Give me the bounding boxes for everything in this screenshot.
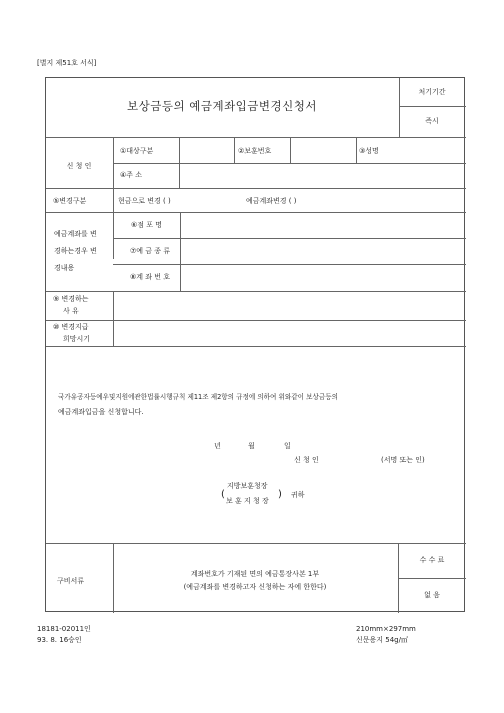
preferred-time-label-2: 희망시기 bbox=[63, 335, 91, 343]
recipient-suffix: 귀하 bbox=[291, 491, 305, 499]
signature-label: 신 청 인 bbox=[294, 456, 319, 464]
documents-line-1: 계좌번호가 기재된 면의 예금통장사본 1부 bbox=[190, 570, 320, 578]
account-change-option: 예금계좌변경 ( ) bbox=[246, 197, 297, 205]
recipient-line-2: 보 훈 지 청 장 bbox=[226, 497, 269, 505]
statement-line-1: 국가유공자등예우및지원에관한법률시행규칙 제11조 제2항의 규정에 의하여 위와같이 보상금등의 bbox=[58, 393, 338, 401]
fee-value: 없 음 bbox=[424, 591, 440, 599]
recipient-paren-close: ) bbox=[278, 489, 282, 500]
documents-line-2: (예금계좌를 변경하고자 신청하는 자에 한한다) bbox=[183, 583, 327, 591]
row-line-3 bbox=[46, 212, 466, 213]
label-column-line-bottom bbox=[113, 291, 114, 346]
footer-size: 210mm×297mm bbox=[356, 625, 416, 633]
account-number-label: ⑧계 좌 번 호 bbox=[130, 273, 170, 281]
applicant-col-4 bbox=[356, 137, 357, 163]
applicant-col-1 bbox=[179, 137, 180, 163]
row-line-6 bbox=[46, 346, 466, 347]
account-change-label-1: 예금계좌를 변 bbox=[54, 230, 97, 238]
target-type-label: ①대상구분 bbox=[120, 147, 154, 155]
applicant-label: 신 청 인 bbox=[66, 162, 92, 170]
name-label: ③성명 bbox=[359, 147, 379, 155]
form-id-label: [별지 제51호 서식] bbox=[37, 59, 97, 67]
date-month: 월 bbox=[248, 442, 255, 450]
form-title: 보상금등의 예금계좌입금변경신청서 bbox=[127, 99, 317, 113]
statement-line-2: 예금계좌입금을 신청합니다. bbox=[58, 408, 144, 416]
footer-paper: 신문용지 54g/㎡ bbox=[356, 636, 408, 644]
processing-period-value: 즉시 bbox=[425, 117, 439, 125]
application-form bbox=[45, 77, 465, 612]
account-row-line-1 bbox=[113, 238, 466, 239]
fee-label: 수 수 료 bbox=[419, 556, 445, 564]
processing-period-label: 처기기간 bbox=[418, 88, 446, 96]
date-day: 일 bbox=[284, 442, 291, 450]
applicant-col-2 bbox=[234, 137, 235, 163]
account-row-line-2 bbox=[113, 264, 466, 265]
documents-label: 구비서류 bbox=[57, 577, 85, 585]
date-year: 년 bbox=[214, 442, 221, 450]
row-line-4 bbox=[46, 291, 466, 292]
row-line-7 bbox=[46, 543, 466, 544]
applicant-col-3 bbox=[290, 137, 291, 163]
account-change-label-2: 경하는경우 변 bbox=[54, 247, 97, 255]
title-divider bbox=[399, 78, 400, 137]
signature-note: (서명 또는 인) bbox=[381, 456, 425, 464]
period-divider bbox=[399, 106, 466, 107]
veteran-number-label: ②보훈번호 bbox=[238, 147, 272, 155]
recipient-line-1: 지방보훈청장 bbox=[227, 482, 268, 490]
footer-code: 18181-02011인 bbox=[37, 625, 91, 633]
footer-approval: 93. 8. 16승인 bbox=[37, 636, 82, 644]
store-name-label: ⑥점 포 명 bbox=[131, 221, 163, 229]
row-line-1 bbox=[46, 137, 466, 138]
documents-col-1 bbox=[113, 543, 114, 613]
preferred-time-label-1: ⑩ 변경지급 bbox=[53, 323, 89, 331]
cash-change-option: 현금으로 변경 ( ) bbox=[118, 197, 171, 205]
label-column-line-top bbox=[113, 137, 114, 259]
applicant-mid-line bbox=[113, 163, 466, 164]
row-line-2 bbox=[46, 188, 466, 189]
deposit-type-label: ⑦예 금 종 류 bbox=[130, 247, 170, 255]
account-change-label-3: 경내용 bbox=[54, 264, 75, 272]
fee-divider bbox=[398, 578, 466, 579]
recipient-paren-open: ( bbox=[221, 489, 225, 500]
change-type-label: ⑤변경구분 bbox=[53, 197, 87, 205]
reason-label-2: 사 유 bbox=[63, 307, 79, 315]
reason-label-1: ⑨ 변경하는 bbox=[53, 295, 89, 303]
row-line-5 bbox=[46, 320, 466, 321]
account-section-col bbox=[180, 212, 181, 291]
address-label: ④주 소 bbox=[120, 171, 143, 179]
address-col bbox=[179, 163, 180, 188]
